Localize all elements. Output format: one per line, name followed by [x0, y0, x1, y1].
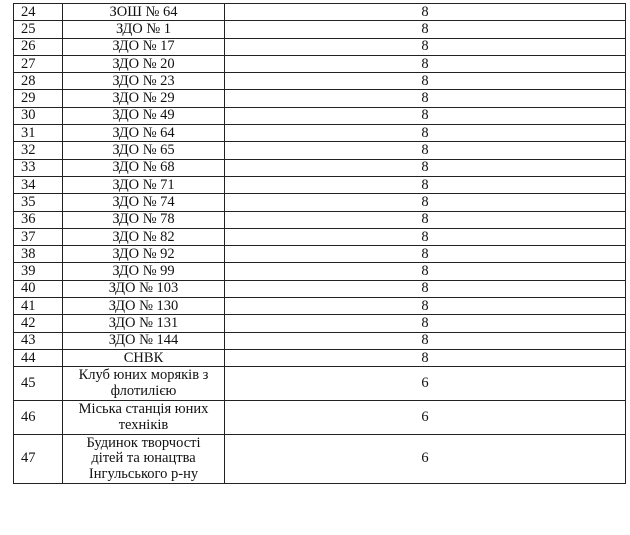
row-number: 33	[14, 159, 63, 176]
table-row	[14, 280, 626, 297]
row-value: 6	[225, 367, 626, 401]
row-number: 29	[14, 90, 63, 107]
institution-name: ЗДО № 23	[63, 73, 225, 90]
row-value: 8	[225, 228, 626, 245]
row-number: 46	[14, 401, 63, 435]
row-number: 40	[14, 280, 63, 297]
institution-name: ЗДО № 71	[63, 176, 225, 193]
row-value: 8	[225, 55, 626, 72]
row-number: 35	[14, 194, 63, 211]
row-value: 8	[225, 159, 626, 176]
institution-name: ЗДО № 130	[63, 298, 225, 315]
institution-name: ЗОШ № 64	[63, 4, 225, 21]
table-row	[14, 4, 626, 21]
row-number: 43	[14, 332, 63, 349]
institution-name: ЗДО № 82	[63, 228, 225, 245]
table-row	[14, 176, 626, 193]
row-number: 36	[14, 211, 63, 228]
table-row	[14, 73, 626, 90]
row-number: 24	[14, 4, 63, 21]
row-value: 8	[225, 125, 626, 142]
institution-name: ЗДО № 74	[63, 194, 225, 211]
row-value: 8	[225, 21, 626, 38]
row-number: 30	[14, 107, 63, 124]
institution-name: ЗДО № 103	[63, 280, 225, 297]
row-number: 41	[14, 298, 63, 315]
institution-name: ЗДО № 92	[63, 246, 225, 263]
table-row	[14, 211, 626, 228]
row-value: 8	[225, 38, 626, 55]
row-value: 6	[225, 401, 626, 435]
institution-name: ЗДО № 17	[63, 38, 225, 55]
row-number: 39	[14, 263, 63, 280]
institution-name: ЗДО № 29	[63, 90, 225, 107]
row-value: 8	[225, 194, 626, 211]
data-table	[13, 3, 626, 484]
document-page	[13, 3, 625, 484]
institution-name: Будинок творчості дітей та юнацтва Інгульського р-ну	[63, 435, 225, 484]
row-number: 44	[14, 349, 63, 366]
row-value: 8	[225, 176, 626, 193]
table-row	[14, 263, 626, 280]
institution-name: ЗДО № 131	[63, 315, 225, 332]
table-row	[14, 55, 626, 72]
row-value: 8	[225, 315, 626, 332]
table-row	[14, 159, 626, 176]
table-row	[14, 246, 626, 263]
institution-name: ЗДО № 99	[63, 263, 225, 280]
row-number: 28	[14, 73, 63, 90]
row-number: 31	[14, 125, 63, 142]
table-row	[14, 38, 626, 55]
institution-name: ЗДО № 49	[63, 107, 225, 124]
table-row	[14, 125, 626, 142]
row-value: 8	[225, 107, 626, 124]
institution-name: ЗДО № 65	[63, 142, 225, 159]
institution-name: Міська станція юних техніків	[63, 401, 225, 435]
row-number: 25	[14, 21, 63, 38]
row-value: 8	[225, 349, 626, 366]
institution-name: ЗДО № 68	[63, 159, 225, 176]
institution-name: ЗДО № 1	[63, 21, 225, 38]
row-value: 6	[225, 435, 626, 484]
institution-name: Клуб юних моряків з флотилією	[63, 367, 225, 401]
row-value: 8	[225, 142, 626, 159]
row-value: 8	[225, 4, 626, 21]
row-number: 34	[14, 176, 63, 193]
table-row	[14, 194, 626, 211]
institution-name: ЗДО № 144	[63, 332, 225, 349]
table-row	[14, 90, 626, 107]
table-row	[14, 228, 626, 245]
row-number: 26	[14, 38, 63, 55]
row-number: 32	[14, 142, 63, 159]
row-value: 8	[225, 280, 626, 297]
table-row	[14, 107, 626, 124]
table-row	[14, 349, 626, 366]
row-number: 45	[14, 367, 63, 401]
row-value: 8	[225, 211, 626, 228]
row-number: 27	[14, 55, 63, 72]
row-number: 38	[14, 246, 63, 263]
row-value: 8	[225, 298, 626, 315]
institution-name: ЗДО № 20	[63, 55, 225, 72]
row-value: 8	[225, 73, 626, 90]
table-row	[14, 401, 626, 435]
row-value: 8	[225, 246, 626, 263]
row-number: 37	[14, 228, 63, 245]
table-row	[14, 435, 626, 484]
table-row	[14, 367, 626, 401]
table-row	[14, 142, 626, 159]
table-row	[14, 298, 626, 315]
row-number: 42	[14, 315, 63, 332]
table-row	[14, 332, 626, 349]
institution-name: ЗДО № 64	[63, 125, 225, 142]
table-row	[14, 21, 626, 38]
row-value: 8	[225, 263, 626, 280]
institution-name: СНВК	[63, 349, 225, 366]
table-row	[14, 315, 626, 332]
institution-name: ЗДО № 78	[63, 211, 225, 228]
row-value: 8	[225, 90, 626, 107]
row-number: 47	[14, 435, 63, 484]
row-value: 8	[225, 332, 626, 349]
